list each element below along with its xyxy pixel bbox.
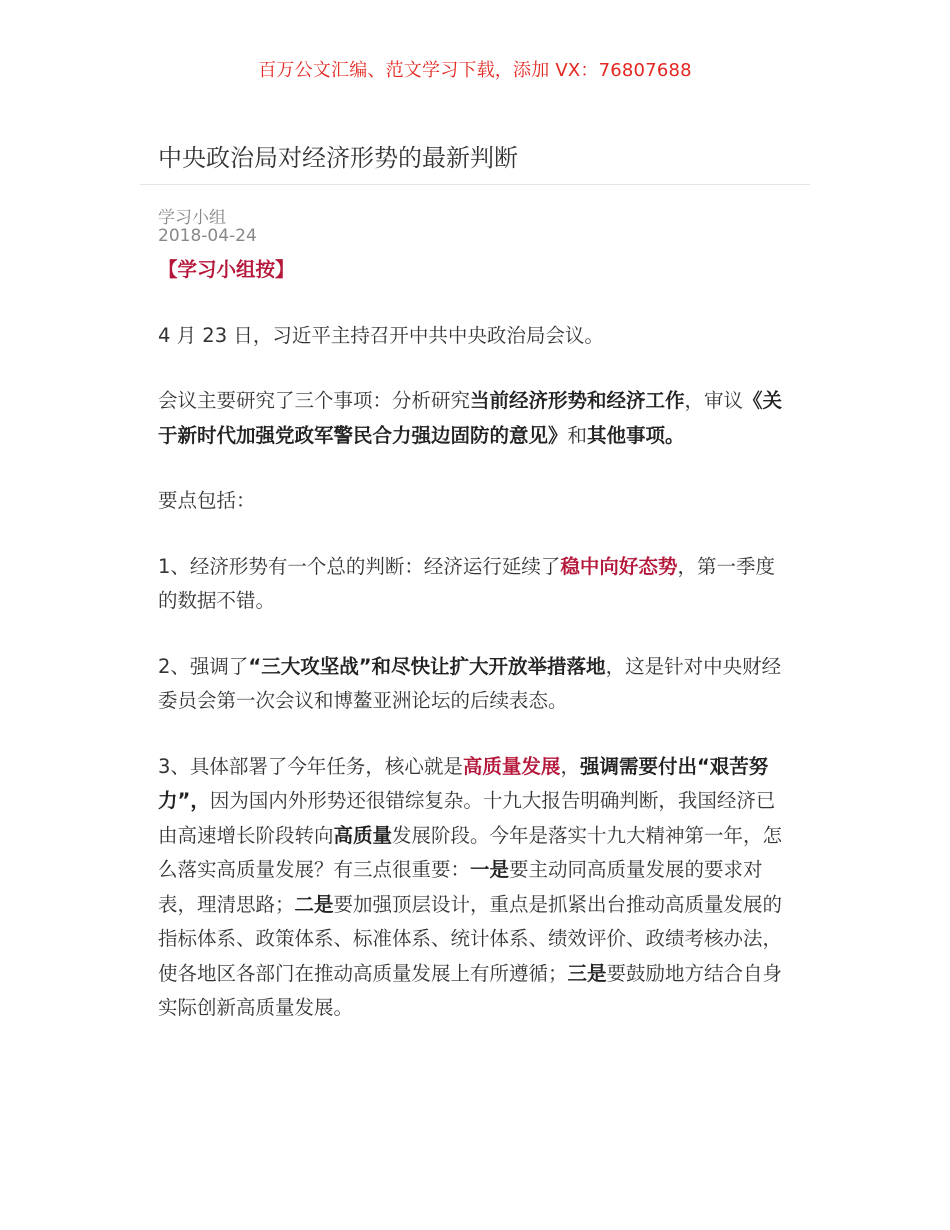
paragraph-6-emphasis: 三是 [567, 961, 607, 985]
paragraph-2 [158, 384, 794, 453]
paragraph-2-emphasis: 当前经济形势和经济工作 [470, 389, 685, 412]
paragraph-4-text: 1、经济形势有一个总的判断：经济运行延续了 [158, 554, 561, 578]
paragraph-5-emphasis: “三大攻坚战”和尽快让扩大开放举措落地 [248, 654, 606, 678]
article-author: 学习小组 [158, 208, 226, 228]
paragraph-2-text: 和 [567, 423, 588, 447]
paragraph-6-text: 发展阶段。今年是落实十九大精神第一年，怎么落实高质量发展？有三点很重要： [158, 823, 783, 881]
paragraph-6-text: 要鼓励地方结合自身实际创新高质量发展。 [158, 961, 783, 1019]
paragraph-6-emphasis: 一是 [470, 858, 510, 881]
paragraph-2-emphasis: 《关于新时代加强党政军警民合力强边固防的意见》 [158, 389, 783, 447]
editor-note-tag: 【学习小组按】 [158, 258, 295, 281]
paragraph-6-text: 要主动同高质量发展的要求对表，理清思路； [158, 858, 763, 916]
paragraph-6-emphasis: 强调需要付出“艰苦努力”， [158, 754, 769, 812]
paragraph-6-text: 要加强顶层设计，重点是抓紧出台推动高质量发展的指标体系、政策体系、标准体系、统计体系、绩效评价、政绩考核办法，使各地区各部门在推动高质量发展上有所遵循； [158, 892, 783, 985]
paragraph-6 [158, 750, 794, 1026]
paragraph-4-text: ，第一季度的数据不错。 [158, 554, 775, 612]
paragraph-6-highlight: 高质量发展 [462, 754, 561, 778]
paragraph-6-text: 因为国内外形势还很错综复杂。十九大报告明确判断，我国经济已由高速增长阶段转向 [158, 789, 776, 847]
paragraph-6-emphasis: 高质量 [333, 823, 393, 847]
article-date: 2018-04-24 [158, 226, 257, 246]
article-title: 中央政治局对经济形势的最新判断 [158, 144, 518, 172]
paragraph-5 [158, 650, 794, 719]
paragraph-2-emphasis: 其他事项。 [587, 423, 685, 447]
paragraph-6-text: 3、具体部署了今年任务，核心就是 [158, 754, 463, 778]
paragraph-6-emphasis: 二是 [294, 892, 334, 916]
paragraph-5-text: ，这是针对中央财经委员会第一次会议和博鳌亚洲论坛的后续表态。 [158, 654, 782, 712]
paragraph-1: 4 月 23 日，习近平主持召开中共中央政治局会议。 [158, 323, 604, 347]
title-divider [140, 184, 810, 185]
paragraph-2-text: 会议主要研究了三个事项：分析研究 [158, 389, 471, 412]
paragraph-6-text: ， [560, 754, 580, 778]
paragraph-5-text: 2、强调了 [158, 654, 249, 678]
paragraph-3: 要点包括： [158, 489, 256, 512]
paragraph-4 [158, 550, 794, 619]
promo-banner: 百万公文汇编、范文学习下载，添加 VX：76807688 [258, 60, 692, 81]
paragraph-4-highlight: 稳中向好态势 [560, 554, 678, 578]
article-body [158, 253, 794, 1057]
paragraph-2-text: ，审议 [684, 389, 744, 412]
